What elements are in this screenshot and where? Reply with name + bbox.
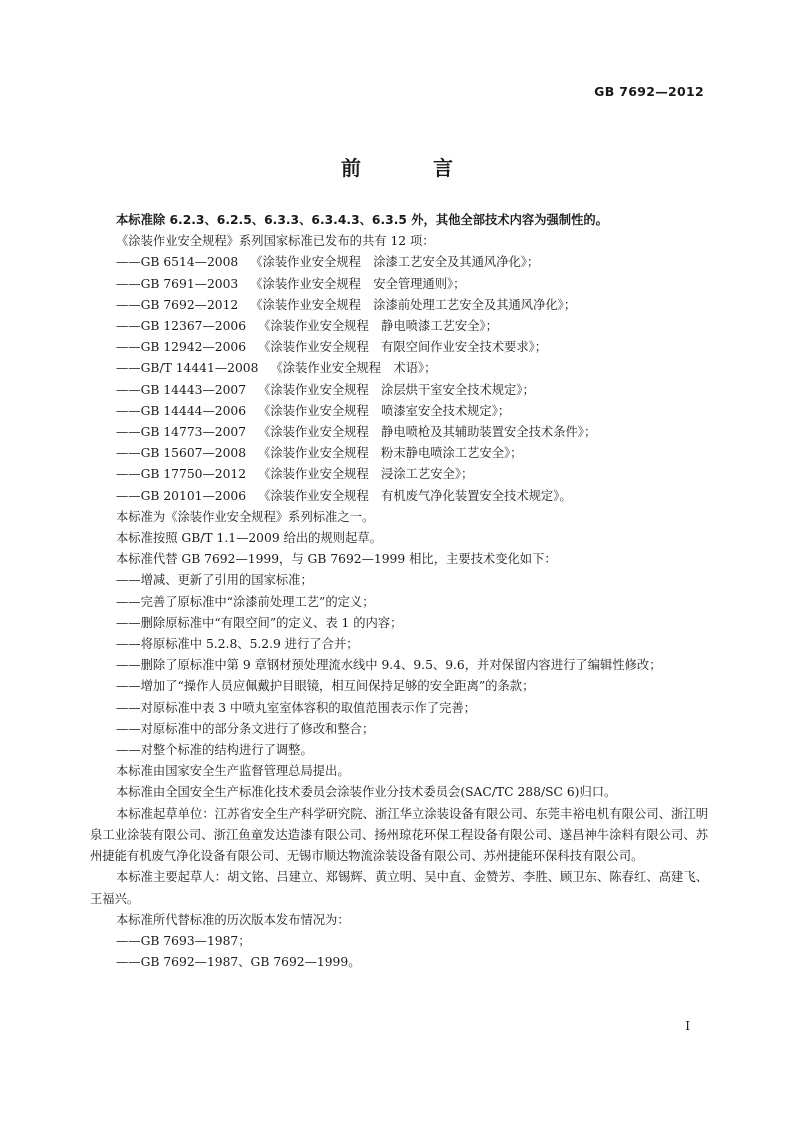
series-standard-item: ——GB 17750—2012 《涂装作业安全规程 浸涂工艺安全》； — [116, 467, 474, 482]
series-standard-item: ——GB 12367—2006 《涂装作业安全规程 静电喷漆工艺安全》； — [116, 319, 498, 334]
series-standard-item: ——GB 12942—2006 《涂装作业安全规程 有限空间作业安全技术要求》； — [116, 340, 548, 355]
history-intro: 本标准所代替标准的历次版本发布情况为： — [116, 912, 350, 927]
change-item: ——删除原标准中“有限空间”的定义、表 1 的内容； — [116, 615, 403, 630]
series-membership: 本标准为《涂装作业安全规程》系列标准之一。 — [116, 509, 375, 524]
proposer-statement: 本标准由国家安全生产监督管理总局提出。 — [116, 764, 350, 779]
replacement-statement: 本标准代替 GB 7692—1999，与 GB 7692—1999 相比，主要技术变化如下： — [116, 552, 557, 567]
foreword-body — [90, 210, 708, 973]
series-standard-item: ——GB 14773—2007 《涂装作业安全规程 静电喷枪及其辅助装置安全技术条件》； — [116, 425, 597, 440]
change-item: ——增减、更新了引用的国家标准； — [116, 573, 313, 588]
page-number: I — [685, 1019, 690, 1033]
change-item: ——对原标准中表 3 中喷丸室室体容积的取值范围表示作了完善； — [116, 700, 476, 715]
series-standard-item: ——GB 6514—2008 《涂装作业安全规程 涂漆工艺安全及其通风净化》； — [116, 255, 540, 270]
series-standard-item: ——GB 15607—2008 《涂装作业安全规程 粉末静电喷涂工艺安全》； — [116, 446, 523, 461]
series-standard-item: ——GB 7691—2003 《涂装作业安全规程 安全管理通则》； — [116, 276, 466, 291]
change-item: ——对原标准中的部分条文进行了修改和整合； — [116, 721, 375, 736]
series-standard-item: ——GB 14444—2006 《涂装作业安全规程 喷漆室安全技术规定》； — [116, 403, 511, 418]
series-standard-item: ——GB/T 14441—2008 《涂装作业安全规程 术语》； — [116, 361, 437, 376]
page-title: 前 言 — [341, 156, 479, 180]
series-standard-item: ——GB 20101—2006 《涂装作业安全规程 有机废气净化装置安全技术规定》。 — [116, 488, 572, 503]
mandatory-statement: 本标准除 6.2.3、6.2.5、6.3.3、6.3.4.3、6.3.5 外，其他全部技术内容为强制性的。 — [116, 213, 608, 227]
change-item: ——删除了原标准中第 9 章钢材预处理流水线中 9.4、9.5、9.6，并对保留内容进行了编辑性修改； — [116, 658, 662, 673]
change-item: ——增加了“操作人员应佩戴护目眼镜，相互间保持足够的安全距离”的条款； — [116, 679, 535, 694]
drafters: 本标准主要起草人：胡文铭、吕建立、郑锡辉、黄立明、吴中直、金赞芳、李胜、顾卫东、陈春红、高建飞、王福兴。 — [90, 870, 708, 906]
series-standard-item: ——GB 7692—2012 《涂装作业安全规程 涂漆前处理工艺安全及其通风净化》； — [116, 297, 577, 312]
history-item: ——GB 7692—1987、GB 7692—1999。 — [116, 955, 361, 970]
series-standard-item: ——GB 14443—2007 《涂装作业安全规程 涂层烘干室安全技术规定》； — [116, 382, 535, 397]
change-item: ——对整个标准的结构进行了调整。 — [116, 743, 313, 758]
drafting-units: 本标准起草单位：江苏省安全生产科学研究院、浙江华立涂装设备有限公司、东莞丰裕电机有限公司、浙江明泉工业涂装有限公司、浙江鱼童发达造漆有限公司、扬州琼花环保工程设备有限公司、遂昌神牛涂料有限公司、苏州捷能有机废气净化设备有限公司、无锡市顺达物流涂装设备有限公司、苏州捷能环保科技有限公司。 — [90, 806, 708, 864]
committee-statement: 本标准由全国安全生产标准化技术委员会涂装作业分技术委员会(SAC/TC 288/SC 6)归口。 — [116, 785, 617, 800]
series-intro: 《涂装作业安全规程》系列国家标准已发布的共有 12 项： — [116, 234, 435, 249]
change-item: ——完善了原标准中“涂漆前处理工艺”的定义； — [116, 594, 375, 609]
drafting-rules: 本标准按照 GB/T 1.1—2009 给出的规则起草。 — [116, 531, 382, 546]
standard-code-header: GB 7692—2012 — [594, 84, 704, 99]
change-item: ——将原标准中 5.2.8、5.2.9 进行了合并； — [116, 637, 359, 652]
history-item: ——GB 7693—1987； — [116, 933, 251, 948]
